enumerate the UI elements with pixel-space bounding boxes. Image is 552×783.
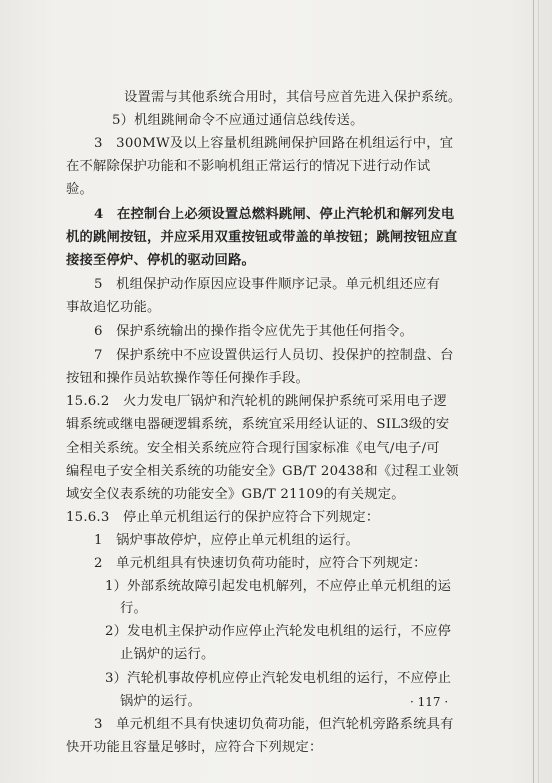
text-line: 事故追忆功能。	[66, 300, 161, 315]
text-line: 快开功能且容量足够时，应符合下列规定：	[66, 740, 323, 755]
text-line: 6 保护系统输出的操作指令应优先于其他任何指令。	[94, 324, 414, 339]
text-line: 设置需与其他系统合用时，其信号应首先进入保护系统。	[124, 90, 462, 105]
text-line: 1）外部系统故障引起发电机解列，不应停止单元机组的运	[105, 579, 452, 594]
text-line: 1 锅炉事故停炉，应停止单元机组的运行。	[94, 533, 360, 548]
text-line: 止锅炉的运行。	[120, 647, 215, 662]
text-line: 3 300MW及以上容量机组跳闸保护回路在机组运行中，宜	[94, 136, 454, 151]
text-line: 锅炉的运行。	[120, 694, 201, 709]
text-line: 4 在控制台上必须设置总燃料跳闸、停止汽轮机和解列发电	[94, 207, 455, 222]
text-line: 行。	[120, 601, 147, 616]
text-line: 5 机组保护动作原因应设事件顺序记录。单元机组还应有	[94, 277, 441, 292]
text-line: 2）发电机主保护动作应停止汽轮发电机组的运行，不应停	[105, 624, 452, 639]
text-line: 按钮和操作员站软操作等任何操作手段。	[66, 371, 309, 386]
text-line: 3）汽轮机事故停机应停止汽轮发电机组的运行，不应停止	[105, 671, 452, 686]
text-line: 编程电子安全相关系统的功能安全》GB/T 20438和《过程工业领	[66, 464, 459, 479]
text-line: 在不解除保护功能和不影响机组正常运行的情况下进行动作试	[66, 159, 431, 174]
text-line: 验。	[66, 182, 93, 197]
text-line: 2 单元机组具有快速切负荷功能时，应符合下列规定：	[94, 556, 427, 571]
text-line: 机的跳闸按钮，并应采用双重按钮或带盖的单按钮；跳闸按钮应直	[66, 230, 458, 245]
text-line: 15.6.2 火力发电厂锅炉和汽轮机的跳闸保护系统可采用电子逻	[66, 394, 447, 409]
text-line: 辑系统或继电器硬逻辑系统，系统宜采用经认证的、SIL3级的安	[66, 417, 450, 432]
text-line: 全相关系统。安全相关系统应符合现行国家标准《电气/电子/可	[66, 441, 440, 456]
text-line: 域安全仪表系统的功能安全》GB/T 21109的有关规定。	[66, 487, 405, 502]
page-number: · 117 ·	[410, 695, 449, 709]
text-line: 15.6.3 停止单元机组运行的保护应符合下列规定：	[66, 510, 380, 525]
text-line: 接接至停炉、停机的驱动回路。	[66, 253, 255, 268]
text-line: 3 单元机组不具有快速切负荷功能，但汽轮机旁路系统具有	[94, 717, 454, 732]
text-line: 7 保护系统中不应设置供运行人员切、投保护的控制盘、台	[94, 348, 454, 363]
text-line: 5）机组跳闸命令不应通过通信总线传送。	[112, 113, 364, 128]
page-edge-line	[533, 0, 534, 783]
page-edge-shadow	[538, 0, 539, 783]
